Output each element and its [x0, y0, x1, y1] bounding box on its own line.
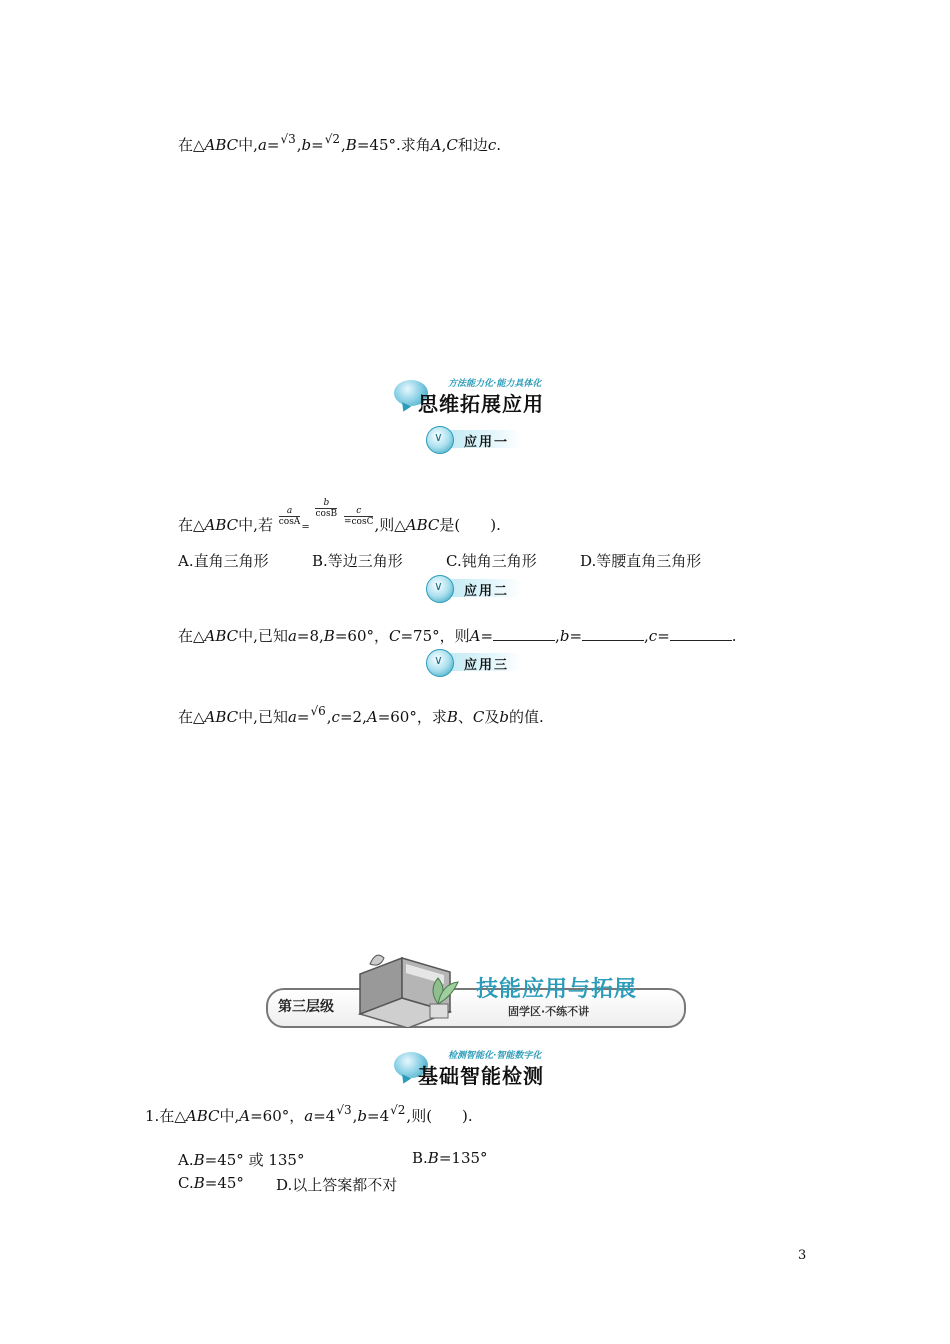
text: 在△	[178, 516, 205, 534]
text: =4	[367, 1107, 390, 1125]
text: ABC	[204, 708, 239, 726]
text: ,	[352, 1107, 358, 1125]
text: 在△	[178, 627, 205, 645]
text: 及	[484, 708, 500, 726]
banner-subtitle: 方法能力化·能力具体化	[448, 379, 542, 389]
text: B.	[412, 1149, 428, 1167]
text: C	[446, 136, 458, 154]
text: 中,已知	[238, 627, 288, 645]
option-a: A.直角三角形	[178, 552, 269, 570]
text: .	[731, 627, 737, 645]
sqrt-2: √2	[324, 132, 341, 146]
banner-title	[418, 1060, 544, 1089]
text: ABC	[185, 1107, 220, 1125]
text: 思	[418, 392, 439, 416]
text: ,	[644, 627, 649, 645]
text: =45°	[356, 136, 396, 154]
text: a	[286, 506, 293, 516]
tag-application-1	[426, 428, 522, 452]
text: =60°，	[334, 627, 389, 645]
text: =2,	[339, 708, 367, 726]
text: A	[469, 627, 481, 645]
text: =135°	[438, 1149, 488, 1167]
option-b: B.等边三角形	[312, 552, 403, 570]
text: ,	[296, 136, 302, 154]
text: B	[427, 1149, 439, 1167]
text: 基	[418, 1064, 439, 1088]
text: b	[357, 1107, 368, 1125]
text: 中,若	[238, 516, 273, 534]
page-number: 3	[798, 1248, 807, 1263]
tag-application-2	[426, 577, 522, 601]
text: 在△	[178, 136, 205, 154]
tag-label: 应用三	[464, 658, 510, 673]
text: ABC	[204, 516, 239, 534]
level-title: 技能应用与拓展	[476, 977, 638, 1002]
answer-blank-b[interactable]	[582, 628, 644, 641]
question-number: 1.	[145, 1107, 160, 1125]
text: b	[323, 498, 330, 508]
text: =60°，	[250, 1107, 305, 1125]
text: =60°，求	[377, 708, 447, 726]
option-d: D.等腰直角三角形	[580, 552, 702, 570]
text: B	[323, 627, 335, 645]
text: b	[559, 627, 570, 645]
option-c: C.钝角三角形	[446, 552, 537, 570]
text: =75°，则	[400, 627, 470, 645]
text: B	[193, 1151, 205, 1169]
text: 维拓展应用	[439, 392, 544, 416]
text: A	[239, 1107, 251, 1125]
text: a	[304, 1107, 314, 1125]
text: C.	[178, 1174, 194, 1192]
application-2-question	[178, 625, 737, 646]
text: ,	[326, 708, 332, 726]
text: ,	[555, 627, 560, 645]
text: =	[301, 522, 310, 533]
text: =	[266, 136, 280, 154]
text: ,则△	[374, 516, 406, 534]
application-3-question	[178, 706, 544, 727]
sqrt-3: √3	[280, 132, 296, 146]
text: cosA	[278, 517, 301, 527]
tag-label: 应用一	[464, 435, 510, 450]
q1-option-d: D.以上答案都不对	[276, 1176, 398, 1194]
level-subtitle: 固学区·不练不讲	[508, 1005, 590, 1018]
text: ABC	[204, 136, 239, 154]
text: b	[499, 708, 509, 726]
text: ABC	[204, 627, 239, 645]
text: =45° 或 135°	[204, 1151, 305, 1169]
text: cosB	[315, 509, 338, 519]
answer-blank-c[interactable]	[670, 628, 732, 641]
text: =cosC	[343, 517, 374, 527]
problem-top	[178, 134, 501, 155]
text: =	[480, 627, 494, 645]
text: c	[648, 627, 658, 645]
text: =	[657, 627, 670, 645]
banner-title	[418, 388, 544, 417]
text: A	[430, 136, 442, 154]
text: 中,	[238, 136, 258, 154]
text: ,则( ).	[406, 1107, 473, 1125]
text: =45°	[204, 1174, 244, 1192]
fraction-b-cosB	[315, 498, 338, 529]
text: ABC	[405, 516, 440, 534]
text: 中,	[219, 1107, 240, 1125]
text: 在△	[178, 708, 205, 726]
sqrt-2: √2	[390, 1103, 406, 1117]
text: a	[287, 627, 297, 645]
chevron-down-icon: ∨	[426, 649, 454, 677]
sqrt-6: √6	[310, 704, 326, 718]
text: c	[487, 136, 497, 154]
text: C	[472, 708, 485, 726]
text: 和边	[457, 136, 488, 154]
text: =	[569, 627, 583, 645]
text: =8,	[296, 627, 324, 645]
text: ,	[341, 136, 346, 154]
tag-application-3	[426, 651, 522, 675]
q1-option-b	[412, 1149, 488, 1167]
text: A	[366, 708, 378, 726]
text: .	[496, 136, 502, 154]
text: c	[356, 506, 362, 516]
text: 的值.	[509, 708, 544, 726]
fraction-c-cosC	[343, 506, 374, 537]
book-plant-icon	[340, 944, 470, 1028]
chevron-down-icon: ∨	[426, 575, 454, 603]
text: =	[296, 708, 310, 726]
text: A.	[178, 1151, 194, 1169]
answer-blank-A[interactable]	[493, 628, 555, 641]
text: a	[257, 136, 267, 154]
text: =	[311, 136, 324, 154]
fraction-a-cosA	[278, 506, 301, 537]
text: c	[331, 708, 340, 726]
q1-option-a	[178, 1149, 304, 1170]
text: C	[388, 627, 401, 645]
text: 是( ).	[439, 516, 501, 534]
text: 、	[457, 708, 473, 726]
sqrt-3: √3	[336, 1103, 352, 1117]
text: =4	[313, 1107, 336, 1125]
text: 在△	[159, 1107, 186, 1125]
tag-label: 应用二	[464, 584, 510, 599]
question-1	[145, 1105, 473, 1126]
q1-option-c	[178, 1174, 244, 1192]
text: ,	[441, 136, 447, 154]
level-label: 第三层级	[278, 999, 334, 1015]
text: B	[446, 708, 458, 726]
text: 中,已知	[238, 708, 288, 726]
chevron-down-icon: ∨	[426, 426, 454, 454]
text: 础智能检测	[439, 1064, 544, 1088]
text: .求角	[395, 136, 431, 154]
text: B	[193, 1174, 205, 1192]
text: B	[345, 136, 357, 154]
application-1-question	[178, 498, 501, 537]
text: a	[287, 708, 297, 726]
text: b	[301, 136, 312, 154]
banner-subtitle: 检测智能化·智能数字化	[448, 1051, 542, 1061]
